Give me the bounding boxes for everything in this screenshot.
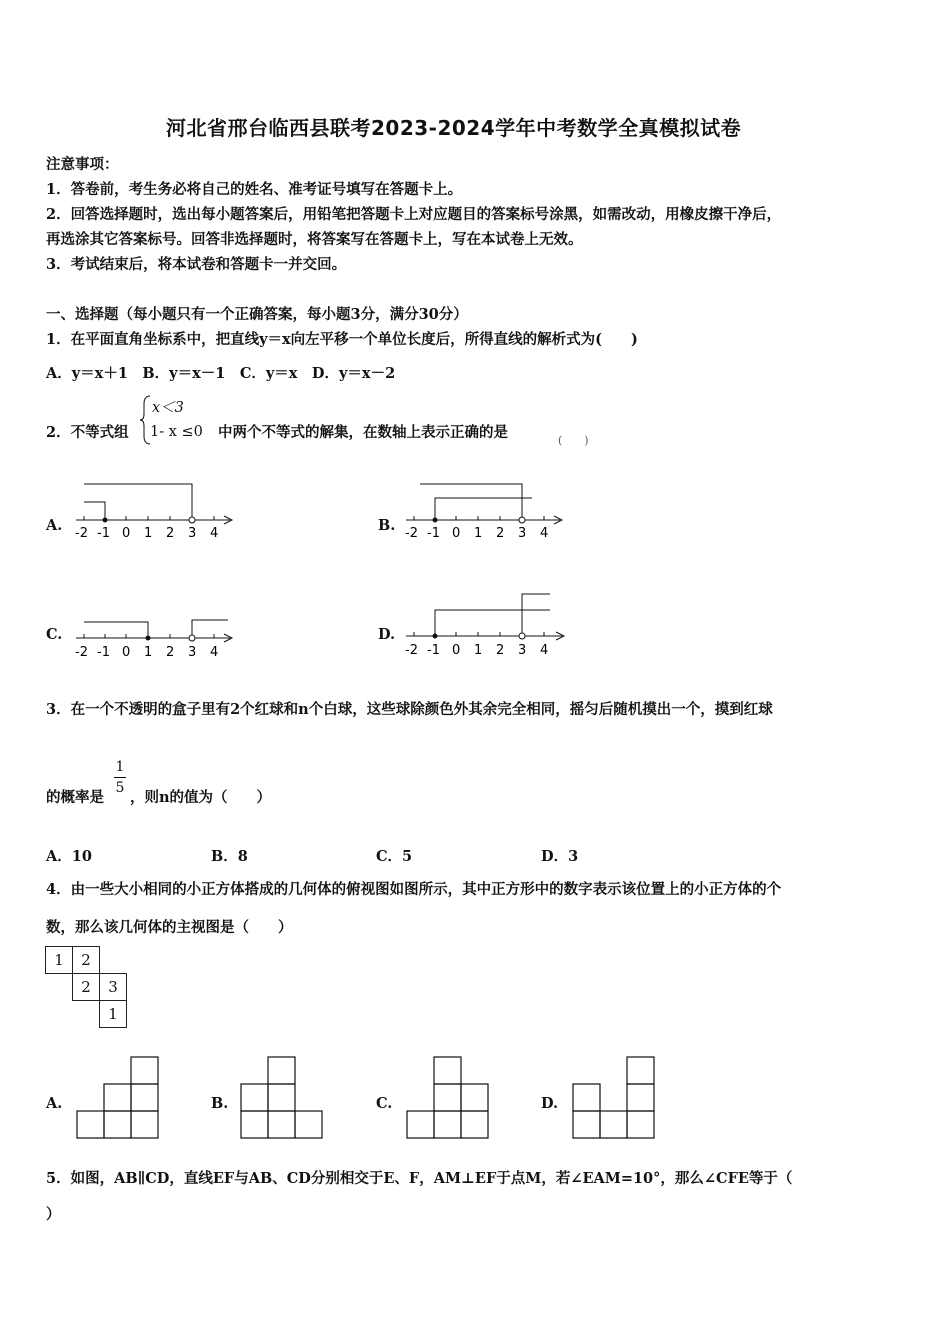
q3-stem2-suffix: ，则n的值为（ ） [130,789,272,806]
tick-label: 4 [540,643,549,658]
tick-label: 2 [496,643,505,658]
notice-item-1: 1．答卷前，考生务必将自己的姓名、准考证号填写在答题卡上。 [46,181,463,198]
q4-label-c: C. [376,1095,393,1112]
q2-label-d: D. [378,626,396,643]
section-heading: 一、选择题（每小题只有一个正确答案，每小题3分，满分30分） [46,306,468,323]
tick-label: 2 [496,526,505,541]
number-line-c [72,602,242,662]
tick-label: -1 [97,645,110,660]
q2-stem-prefix: 2．不等式组 [46,424,129,441]
q4-stem: 4．由一些大小相同的小正方体搭成的几何体的俯视图如图所示，其中正方形中的数字表示该位置上的小正方体的个 [46,881,782,898]
notice-heading: 注意事项： [46,156,119,173]
q3-option-d: D．3 [541,848,579,865]
notice-item-2-cont: 再选涂其它答案标号。回答非选择题时，将答案写在答题卡上，写在本试卷上无效。 [46,231,583,248]
q1-stem: 1．在平面直角坐标系中，把直线y＝x向左平移一个单位长度后，所得直线的解析式为( ) [46,331,638,348]
tick-label: 2 [166,526,175,541]
front-view-d [572,1055,658,1141]
number-line-b [402,478,572,544]
grid-cell-empty [100,947,127,974]
tick-label: 0 [452,526,461,541]
q3-option-b: B．8 [211,848,248,865]
tick-label: 3 [518,643,527,658]
grid-cell-empty [46,974,73,1001]
q2-answer-paren: ( ) [558,434,589,447]
notice-item-3: 3．考试结束后，将本试卷和答题卡一并交回。 [46,256,347,273]
tick-label: 1 [474,526,483,541]
q3-stem: 3．在一个不透明的盒子里有2个红球和n个白球，这些球除颜色外其余完全相同，摇匀后随机摸出一个，摸到红球 [46,701,773,718]
tick-label: 4 [210,526,219,541]
tick-label: -2 [75,526,88,541]
q2-label-a: A. [46,517,63,534]
front-view-c [406,1055,492,1141]
grid-cell: 1 [46,947,73,974]
q2-inequality-1: x＜3 [152,400,184,416]
grid-cell: 2 [73,974,100,1001]
q2-label-b: B. [378,517,396,534]
grid-cell: 1 [100,1001,127,1028]
tick-label: 0 [452,643,461,658]
q4-stem2: 数，那么该几何体的主视图是（ ） [46,919,293,936]
tick-label: -2 [405,526,418,541]
tick-label: 3 [188,645,197,660]
q4-label-d: D. [541,1095,559,1112]
tick-label: -1 [97,526,110,541]
q2-label-c: C. [46,626,63,643]
grid-cell-empty [73,1001,100,1028]
fraction-denominator: 5 [115,780,125,796]
q2-stem-suffix: 中两个不等式的解集，在数轴上表示正确的是 [218,424,508,441]
q5-stem: 5．如图，AB∥CD，直线EF与AB、CD分别相交于E、F，AM⊥EF于点M，若∠EAM=10°，那么∠CFE等于（ [46,1170,793,1187]
front-view-a [76,1055,162,1141]
tick-label: 3 [518,526,527,541]
page-title: 河北省邢台临西县联考2023-2024学年中考数学全真模拟试卷 [166,116,742,140]
tick-label: 1 [474,643,483,658]
front-view-b [240,1055,326,1141]
tick-label: 1 [144,645,153,660]
q3-stem2-prefix: 的概率是 [46,789,104,806]
tick-label: 3 [188,526,197,541]
tick-label: 0 [122,526,131,541]
fraction-bar [114,777,126,778]
tick-label: 4 [210,645,219,660]
grid-cell: 3 [100,974,127,1001]
tick-label: -2 [405,643,418,658]
grid-cell-empty [46,1001,73,1028]
q2-inequality-2: 1- x ≤0 [150,424,203,440]
q3-option-c: C．5 [376,848,413,865]
q4-label-a: A. [46,1095,63,1112]
number-line-d [402,590,574,662]
q1-options: A．y＝x＋1 B．y＝x－1 C．y＝x D．y＝x－2 [46,365,396,382]
tick-label: 2 [166,645,175,660]
top-view-grid [45,946,127,1028]
tick-label: 0 [122,645,131,660]
grid-cell: 2 [73,947,100,974]
fraction-one-fifth [112,759,128,796]
tick-label: -2 [75,645,88,660]
q5-stem2: ） [46,1206,61,1223]
notice-item-2: 2．回答选择题时，选出每小题答案后，用铅笔把答题卡上对应题目的答案标号涂黑，如需改动，用橡皮擦干净后， [46,206,782,223]
fraction-numerator: 1 [115,759,125,775]
number-line-a [72,478,242,544]
q3-option-a: A．10 [46,848,92,865]
tick-label: 4 [540,526,549,541]
q4-label-b: B. [211,1095,229,1112]
tick-label: -1 [427,643,440,658]
tick-label: 1 [144,526,153,541]
tick-label: -1 [427,526,440,541]
